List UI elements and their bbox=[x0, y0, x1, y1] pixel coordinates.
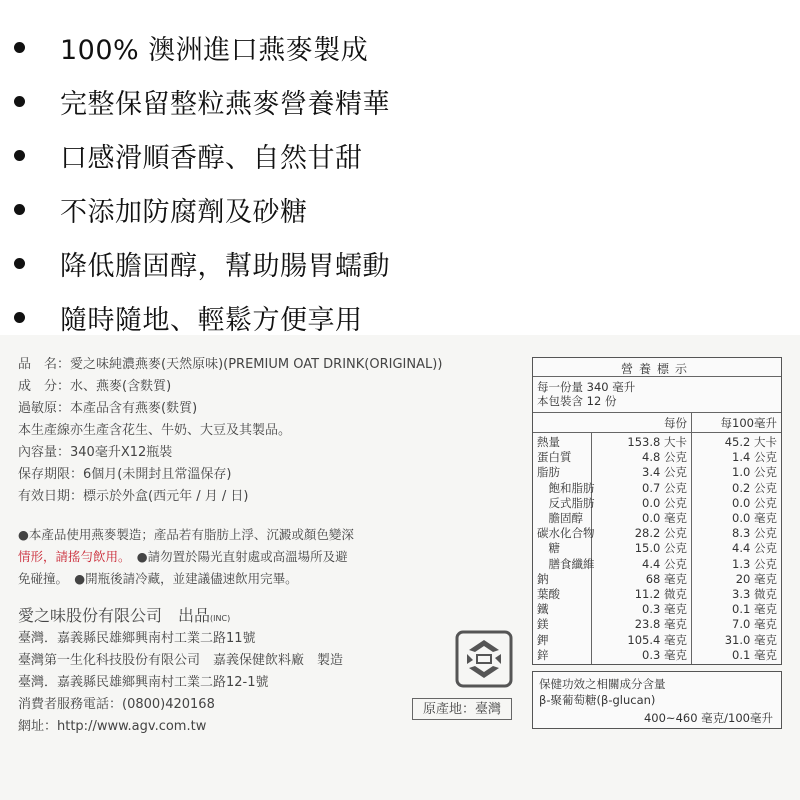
manufacturer-address: 臺灣．嘉義縣民雄鄉興南村工業二路12-1號 bbox=[18, 675, 269, 690]
serving-size: 每一份量 340 毫升 bbox=[537, 380, 636, 394]
origin-label: 原產地：臺灣 bbox=[412, 698, 512, 720]
feature-text: 完整保留整粒燕麥營養精華 bbox=[60, 88, 390, 120]
nutrient-per-serving: 0.3 毫克 bbox=[642, 647, 687, 662]
nutrient-name: 鎂 bbox=[537, 617, 549, 632]
bullet-icon bbox=[14, 42, 25, 53]
nutrient-per-100ml: 8.3 公克 bbox=[732, 526, 777, 541]
nutrient-name: 脂肪 bbox=[537, 465, 560, 480]
allergen-note: 本生產線亦生產含花生、牛奶、大豆及其製品。 bbox=[18, 423, 292, 438]
recycle-icon bbox=[455, 630, 513, 688]
nutrition-title: 營養標示 bbox=[620, 362, 693, 376]
bullet-icon bbox=[14, 312, 25, 323]
nutrient-name: 蛋白質 bbox=[537, 450, 572, 465]
ingredients: 成 分：水、燕麥(含麩質) bbox=[18, 379, 172, 394]
nutrient-per-100ml: 3.3 微克 bbox=[732, 587, 777, 601]
nutrient-per-100ml: 20 毫克 bbox=[735, 571, 777, 586]
divider bbox=[533, 412, 781, 413]
nutrient-name: 鈉 bbox=[537, 571, 549, 586]
functional-title: 保健功效之相關成分含量 bbox=[539, 677, 666, 691]
nutrient-per-serving: 68 毫克 bbox=[645, 571, 687, 586]
nutrient-name: 鐵 bbox=[537, 602, 549, 617]
feature-text: 100% 澳洲進口燕麥製成 bbox=[60, 34, 369, 66]
nutrient-per-100ml: 0.0 公克 bbox=[732, 495, 777, 510]
bullet-icon bbox=[14, 258, 25, 269]
divider bbox=[533, 432, 781, 433]
website: 網址：http://www.agv.com.tw bbox=[18, 719, 207, 734]
feature-text: 降低膽固醇，幫助腸胃蠕動 bbox=[60, 250, 390, 282]
shelf-life: 保存期限：6個月(未開封且常溫保存) bbox=[18, 467, 232, 482]
nutrient-per-serving: 0.0 公克 bbox=[642, 495, 687, 510]
nutrient-name: 鉀 bbox=[537, 632, 549, 647]
volume: 內容量：340毫升X12瓶裝 bbox=[18, 445, 173, 460]
company-name-text: 愛之味股份有限公司 出品 bbox=[18, 606, 211, 625]
nutrient-per-serving: 4.8 公克 bbox=[642, 450, 687, 465]
bullet-icon bbox=[14, 96, 25, 107]
functional-amount: 400~460 毫克/100毫升 bbox=[643, 711, 773, 725]
nutrient-per-100ml: 0.1 毫克 bbox=[732, 647, 777, 662]
warning-text: ●請勿置於陽光直射處或高溫場所及避 bbox=[124, 549, 348, 564]
warning-line-3: 免碰撞。 ●開瓶後請冷藏，並建議儘速飲用完畢。 bbox=[18, 571, 298, 586]
nutrient-name: 葉酸 bbox=[537, 587, 560, 601]
nutrient-per-100ml: 1.4 公克 bbox=[732, 450, 777, 465]
nutrient-name: 糖 bbox=[537, 541, 560, 556]
divider bbox=[591, 432, 592, 664]
service-phone: 消費者服務電話：(0800)420168 bbox=[18, 697, 215, 712]
nutrient-per-100ml: 1.3 公克 bbox=[732, 556, 777, 571]
nutrient-per-100ml: 0.1 毫克 bbox=[732, 602, 777, 617]
nutrient-name: 反式脂肪 bbox=[537, 495, 595, 510]
allergen: 過敏原：本產品含有燕麥(麩質) bbox=[18, 401, 198, 416]
divider bbox=[691, 412, 692, 664]
nutrient-per-100ml: 45.2 大卡 bbox=[724, 435, 777, 449]
bullet-icon bbox=[14, 204, 25, 215]
nutrient-per-serving: 105.4 毫克 bbox=[627, 632, 687, 647]
nutrient-per-serving: 0.7 公克 bbox=[642, 480, 687, 495]
nutrient-name: 膽固醇 bbox=[537, 511, 583, 525]
nutrition-table bbox=[532, 357, 782, 665]
nutrient-per-serving: 0.3 毫克 bbox=[642, 602, 687, 617]
nutrient-per-serving: 28.2 公克 bbox=[634, 526, 687, 541]
servings-per-pack: 本包裝含 12 份 bbox=[537, 394, 617, 408]
expiry-note: 有效日期：標示於外盒(西元年 / 月 / 日) bbox=[18, 489, 249, 504]
feature-text: 隨時隨地、輕鬆方便享用 bbox=[60, 304, 363, 336]
nutrient-per-serving: 11.2 微克 bbox=[634, 587, 687, 601]
nutrient-per-100ml: 31.0 毫克 bbox=[724, 632, 777, 647]
warning-line-2 bbox=[18, 547, 348, 565]
nutrient-name: 熱量 bbox=[537, 435, 560, 449]
nutrient-name: 碳水化合物 bbox=[537, 526, 595, 541]
nutrient-per-serving: 0.0 毫克 bbox=[642, 511, 687, 525]
nutrient-name: 飽和脂肪 bbox=[537, 480, 595, 495]
feature-text: 口感滑順香醇、自然甘甜 bbox=[60, 142, 363, 174]
product-label bbox=[0, 335, 800, 800]
warning-red-text: 情形，請搖勻飲用。 bbox=[18, 549, 125, 564]
functional-ingredient: β-聚葡萄糖(β-glucan) bbox=[539, 693, 656, 707]
nutrient-per-serving: 15.0 公克 bbox=[634, 541, 687, 556]
nutrient-per-100ml: 0.2 公克 bbox=[732, 480, 777, 495]
col-per-serving: 每份 bbox=[664, 416, 687, 430]
bullet-icon bbox=[14, 150, 25, 161]
nutrient-per-serving: 153.8 大卡 bbox=[627, 435, 687, 449]
product-name: 品 名：愛之味純濃燕麥(天然原味)(PREMIUM OAT DRINK(ORIGINAL)) bbox=[18, 357, 443, 372]
warning-line-1: ●本產品使用燕麥製造；產品若有脂肪上浮、沉澱或顏色變深 bbox=[18, 527, 354, 542]
divider bbox=[533, 376, 781, 377]
functional-ingredient-box bbox=[532, 671, 782, 729]
nutrient-per-100ml: 4.4 公克 bbox=[732, 541, 777, 556]
company-address: 臺灣．嘉義縣民雄鄉興南村工業二路11號 bbox=[18, 631, 256, 646]
nutrient-per-100ml: 7.0 毫克 bbox=[732, 617, 777, 632]
nutrient-name: 鋅 bbox=[537, 647, 549, 662]
nutrient-per-100ml: 1.0 公克 bbox=[732, 465, 777, 480]
manufacturer: 臺灣第一生化科技股份有限公司 嘉義保健飲料廠 製造 bbox=[18, 653, 344, 668]
nutrient-per-100ml: 0.0 毫克 bbox=[732, 511, 777, 525]
nutrient-per-serving: 3.4 公克 bbox=[642, 465, 687, 480]
nutrient-per-serving: 23.8 毫克 bbox=[634, 617, 687, 632]
feature-text: 不添加防腐劑及砂糖 bbox=[60, 196, 308, 228]
company-name bbox=[18, 603, 230, 626]
nutrient-name: 膳食纖維 bbox=[537, 556, 595, 571]
col-per-100ml: 每100毫升 bbox=[720, 416, 777, 430]
company-suffix: (INC) bbox=[210, 614, 231, 623]
nutrient-per-serving: 4.4 公克 bbox=[642, 556, 687, 571]
